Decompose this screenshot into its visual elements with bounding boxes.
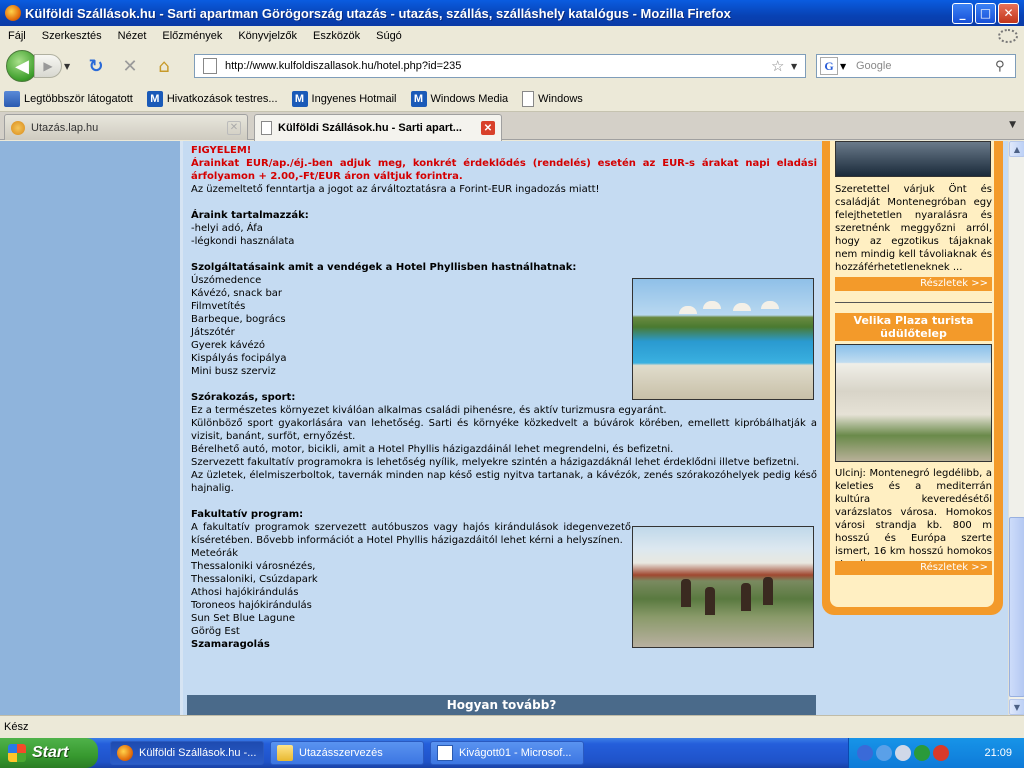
divider — [835, 302, 992, 303]
program-item: Thessaloniki városnézés, — [191, 561, 316, 572]
search-engine-dropdown-icon[interactable]: ▼ — [840, 61, 847, 71]
msn-icon: M — [147, 91, 163, 107]
status-bar — [0, 715, 1024, 738]
sidebar-text-1: Szeretettel várjuk Önt és családját Montenegróban egy felejthetetlen nyaralásra és szeretnénk meggyőzni arról, hogy az egzotikus tájaknak nem mindig kell távoliaknak és hozzáférhetetleneknek ... — [835, 184, 992, 273]
service-item: Kávézó, snack bar — [191, 288, 283, 299]
vertical-scrollbar[interactable] — [1008, 141, 1024, 715]
service-item: Játszótér — [191, 327, 235, 338]
status-text: Kész — [4, 721, 29, 733]
site-icon — [11, 121, 25, 135]
home-icon[interactable]: ⌂ — [158, 55, 170, 77]
bookmark-most-visited[interactable]: Legtöbbször látogatott — [4, 91, 143, 107]
msn-icon: M — [292, 91, 308, 107]
minimize-button[interactable]: _ — [952, 3, 973, 24]
bookmark-windows[interactable]: Windows — [522, 91, 593, 107]
pool-photo — [632, 278, 814, 400]
volume-icon[interactable] — [876, 745, 892, 761]
tab-close-icon[interactable]: ✕ — [481, 121, 495, 135]
program-item: Meteórák — [191, 548, 239, 559]
taskbar-item-firefox[interactable]: Külföldi Szállások.hu -... — [110, 741, 264, 765]
search-bar[interactable] — [816, 54, 1016, 78]
scroll-up-icon[interactable]: ▲ — [1009, 141, 1024, 157]
tab-utazas[interactable]: Utazás.lap.hu ✕ — [4, 114, 248, 140]
donkey-ride-photo — [632, 526, 814, 648]
bookmark-hotmail[interactable]: M Ingyenes Hotmail — [292, 91, 407, 107]
next-steps-bar: Hogyan tovább? — [187, 695, 816, 715]
program-item: Athosi hajókirándulás — [191, 587, 299, 598]
page-icon — [261, 121, 272, 135]
menu-bookmarks[interactable]: Könyvjelzők — [238, 30, 298, 42]
firefox-icon — [5, 5, 21, 21]
program-title: Fakultatív program: — [191, 509, 304, 520]
clock[interactable]: 21:09 — [984, 747, 1012, 759]
reload-icon[interactable]: ↻ — [88, 55, 104, 77]
program-item: Sun Set Blue Lagune — [191, 613, 295, 624]
sport-title: Szórakozás, sport: — [191, 392, 296, 403]
taskbar-item-word[interactable]: Kivágott01 - Microsof... — [430, 741, 584, 765]
antivirus-icon[interactable] — [933, 745, 949, 761]
page-icon — [203, 58, 217, 74]
program-item: Toroneos hajókirándulás — [191, 600, 312, 611]
taskbar-item-folder[interactable]: Utazásszervezés — [270, 741, 424, 765]
url-text[interactable]: http://www.kulfoldiszallasok.hu/hotel.php?id=235 — [225, 60, 462, 72]
program-item-last: Szamaragolás — [191, 639, 270, 650]
menu-history[interactable]: Előzmények — [162, 30, 223, 42]
warning-title: FIGYELEM! — [191, 145, 252, 156]
menu-tools[interactable]: Eszközök — [313, 30, 361, 42]
program-item: Görög Est — [191, 626, 240, 637]
safely-remove-icon[interactable] — [895, 745, 911, 761]
details-link-2[interactable]: Részletek >> — [835, 561, 992, 575]
page-icon — [522, 91, 534, 107]
navigation-toolbar — [0, 46, 1024, 86]
taskbar — [0, 738, 1024, 768]
program-intro: A fakultatív programok szervezett autóbuszos vagy hajós kirándulások idegenvezető kíséretében. Bővebb információt a Hotel Phyllis házigazdáitól lehet kérni a helyszínen. — [191, 522, 631, 546]
tab-close-icon[interactable]: ✕ — [227, 121, 241, 135]
service-item: Filmvetítés — [191, 301, 246, 312]
menu-file[interactable]: Fájl — [8, 30, 26, 42]
program-item: Thessaloniki, Csúzdapark — [191, 574, 318, 585]
menu-bar — [0, 26, 1024, 46]
warning-text: Árainkat EUR/ap./éj.-ben adjuk meg, konkrét érdeklődés (rendelés) esetén az EUR-s árakat napi eladási árfolyamon + 2.00,-Ft/EUR áron váltjuk forintra. — [191, 158, 817, 182]
security-icon[interactable] — [914, 745, 930, 761]
maximize-button[interactable]: □ — [975, 3, 996, 24]
service-item: Úszómedence — [191, 275, 262, 286]
prices-item: -helyi adó, Áfa — [191, 223, 263, 234]
services-title: Szolgáltatásaink amit a vendégek a Hotel Phyllisben hastnálhatnak: — [191, 262, 577, 273]
firefox-icon — [117, 745, 133, 761]
url-bar[interactable] — [194, 54, 806, 78]
folder-icon — [277, 745, 293, 761]
close-button[interactable]: ✕ — [998, 3, 1019, 24]
bookmark-links[interactable]: M Hivatkozások testres... — [147, 91, 288, 107]
scroll-thumb[interactable] — [1009, 517, 1024, 697]
prices-title: Áraink tartalmazzák: — [191, 210, 309, 221]
prices-item: -légkondi használata — [191, 236, 295, 247]
window-title: Külföldi Szállások.hu - Sarti apartman Görögország utazás - utazás, szállás, szálláshely katalógus - Mozilla Firefox — [25, 5, 731, 21]
page-content — [0, 141, 1008, 715]
search-icon[interactable]: ⚲ — [995, 58, 1005, 74]
fx-note: Az üzemeltető fenntartja a jogot az árváltoztatásra a Forint-EUR ingadozás miatt! — [191, 184, 600, 195]
back-button[interactable]: ◀ — [6, 50, 38, 82]
search-input[interactable]: Google — [856, 60, 892, 72]
folder-icon — [4, 91, 20, 107]
tab-kulfoldi-szallasok[interactable]: Külföldi Szállások.hu - Sarti apart... ✕ — [254, 114, 502, 141]
menu-edit[interactable]: Szerkesztés — [41, 30, 102, 42]
system-tray — [848, 738, 1024, 768]
service-item: Gyerek kávézó — [191, 340, 266, 351]
bookmarks-toolbar — [0, 86, 1024, 112]
right-sidebar — [822, 141, 1003, 615]
stop-icon[interactable]: ✕ — [122, 55, 138, 77]
sport-paragraph: Ez a természetes környezet kiválóan alkalmas családi pihenésre, és aktív turizmusra egyaránt. — [191, 405, 667, 416]
bookmark-star-icon[interactable]: ☆ — [771, 57, 785, 75]
start-button[interactable]: Start — [0, 738, 98, 768]
sport-paragraph: Bérelhető autó, motor, bicikli, amit a Hotel Phyllis házigazdáinál lehet megrendelni, és befizetni. — [191, 444, 674, 455]
left-column — [0, 141, 183, 715]
google-icon[interactable]: G — [820, 57, 838, 75]
title-bar — [0, 0, 1024, 26]
forward-button[interactable]: ▶ — [34, 54, 62, 78]
sport-paragraph: Különböző sport gyakorlására van lehetőség. Sarti és környéke közkedvelt a búvárok körében, emellett kipróbálhatják a vizisit, banánt, surföt, ernyőzést. — [191, 418, 817, 442]
menu-view[interactable]: Nézet — [117, 30, 147, 42]
montenegro-photo — [835, 141, 991, 177]
tab-strip — [0, 112, 1024, 140]
history-dropdown-icon[interactable]: ▼ — [64, 61, 71, 71]
sport-paragraph: Az üzletek, élelmiszerboltok, tavernák minden nap késő estig nyitva tartanak, a kávézók, zenés szórakozóhelyek pedig késő hajnalig. — [191, 470, 817, 494]
service-item: Mini busz szerviz — [191, 366, 276, 377]
msn-icon: M — [411, 91, 427, 107]
sidebar-text-2: Ulcinj: Montenegró legdélibb, a keleties és a mediterrán kultúra keveredésétől varázslatos városa. Homokos városi strandja kb. 800 m hosszú és Európa szerte ismert, 16 km hosszú homokos — [835, 468, 992, 557]
url-dropdown-icon[interactable]: ▼ — [791, 61, 798, 71]
document-icon — [437, 745, 453, 761]
scroll-down-icon[interactable]: ▼ — [1009, 699, 1024, 715]
windows-logo-icon — [8, 744, 26, 762]
throbber-icon — [998, 29, 1018, 43]
tab-list-icon[interactable]: ▼ — [1009, 120, 1016, 130]
bookmark-windows-media[interactable]: M Windows Media — [411, 91, 519, 107]
service-item: Kispályás focipálya — [191, 353, 287, 364]
sidebar-heading-2[interactable]: Velika Plaza turista üdülőtelep — [835, 313, 992, 341]
details-link-1[interactable]: Részletek >> — [835, 277, 992, 291]
sport-paragraph: Szervezett fakultatív programokra is lehetőség nyílik, melyekre szintén a házigazdáknál lehet érdeklődni illetve befizetni. — [191, 457, 800, 468]
velika-plaza-photo[interactable] — [835, 344, 992, 462]
network-icon[interactable] — [857, 745, 873, 761]
menu-help[interactable]: Súgó — [376, 30, 402, 42]
service-item: Barbeque, bogrács — [191, 314, 286, 325]
sidebar-panel — [830, 141, 994, 607]
